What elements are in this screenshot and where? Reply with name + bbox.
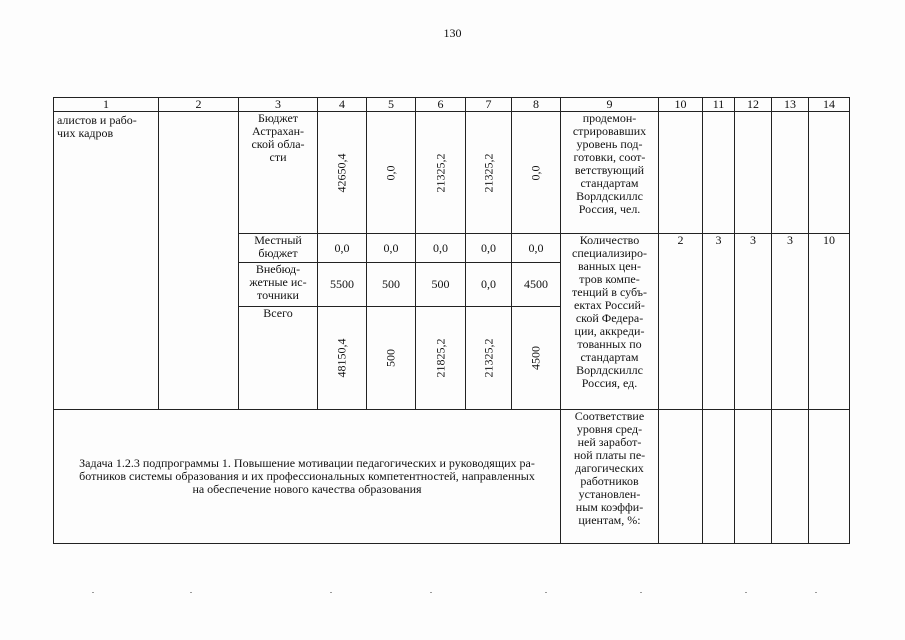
scan-speck — [640, 592, 642, 593]
value-cell: 500 — [367, 263, 416, 307]
column-number: 6 — [416, 98, 466, 112]
vertical-value: 21325,2 — [481, 153, 495, 192]
column-number: 8 — [512, 98, 561, 112]
target-cell: 3 — [703, 234, 735, 410]
value-cell — [367, 112, 416, 234]
vertical-value: 42650,4 — [334, 153, 349, 192]
value-cell: 0,0 — [466, 234, 512, 263]
target-cell — [809, 410, 850, 544]
target-cell: 2 — [659, 234, 703, 410]
target-cell — [735, 410, 772, 544]
value-cell: 0,0 — [367, 234, 416, 263]
target-cell — [659, 112, 703, 234]
value-cell — [466, 112, 512, 234]
value-cell: 0,0 — [512, 234, 561, 263]
vertical-value: 500 — [383, 349, 398, 367]
column-number: 2 — [159, 98, 239, 112]
vertical-value: 0,0 — [528, 165, 543, 180]
scan-speck — [430, 592, 432, 593]
column-number: 7 — [466, 98, 512, 112]
column-number-row — [54, 98, 850, 112]
column-number: 1 — [54, 98, 159, 112]
value-cell — [512, 112, 561, 234]
scan-speck — [92, 592, 94, 593]
value-cell: 0,0 — [416, 234, 466, 263]
page-number: 130 — [443, 26, 462, 40]
value-cell — [416, 307, 466, 410]
value-cell — [416, 112, 466, 234]
vertical-value: 21325,2 — [481, 338, 495, 378]
target-cell — [772, 410, 809, 544]
indicator-cell: Соответствие уровня сред- ней заработ- ной платы пе- дагогических работников установлен- ным коэффи- циентам, %: — [561, 410, 659, 544]
target-cell — [703, 410, 735, 544]
funding-source-cell: Всего — [239, 307, 318, 410]
target-cell — [659, 410, 703, 544]
vertical-value: 4500 — [528, 346, 543, 370]
column-number: 12 — [735, 98, 772, 112]
vertical-value: 0,0 — [383, 165, 398, 180]
measure-name-cell: алистов и рабо- чих кадров — [54, 112, 159, 410]
column-number: 14 — [809, 98, 850, 112]
column-number: 4 — [318, 98, 367, 112]
column-number: 11 — [703, 98, 735, 112]
value-cell: 0,0 — [466, 263, 512, 307]
program-table — [53, 97, 850, 544]
column-number: 5 — [367, 98, 416, 112]
task-description: Задача 1.2.3 подпрограммы 1. Повышение мотивации педагогических и руководящих ра- ботников системы образования и их профессиональных компетентностей, направленных на обеспечение нового качества образования — [54, 410, 561, 544]
column-number: 3 — [239, 98, 318, 112]
target-cell — [703, 112, 735, 234]
scan-speck — [815, 592, 817, 593]
funding-source-cell: Внебюд- жетные ис- точники — [239, 263, 318, 307]
value-cell — [318, 307, 367, 410]
table-row — [54, 112, 850, 234]
column-number: 13 — [772, 98, 809, 112]
vertical-value: 21325,2 — [433, 153, 447, 192]
funding-source-cell: Бюджет Астрахан- ской обла- сти — [239, 112, 318, 234]
task-row — [54, 410, 850, 544]
scan-speck — [190, 592, 192, 593]
indicator-cell: Количество специализиро- ванных цен- тров компе- тенций в субъ- ектах Россий- ской Федера- ции, аккреди- тованных по стандартам Ворлдскиллс Россия, ед. — [561, 234, 659, 410]
scan-speck — [330, 592, 332, 593]
target-cell — [772, 112, 809, 234]
column-number: 9 — [561, 98, 659, 112]
value-cell: 500 — [416, 263, 466, 307]
value-cell — [367, 307, 416, 410]
column-number: 10 — [659, 98, 703, 112]
target-cell: 10 — [809, 234, 850, 410]
target-cell: 3 — [735, 234, 772, 410]
vertical-value: 21825,2 — [433, 338, 447, 378]
target-cell — [735, 112, 772, 234]
target-cell — [809, 112, 850, 234]
target-cell: 3 — [772, 234, 809, 410]
vertical-value: 48150,4 — [334, 338, 349, 378]
value-cell — [512, 307, 561, 410]
funding-source-cell: Местный бюджет — [239, 234, 318, 263]
scan-speck — [745, 592, 747, 593]
value-cell — [318, 112, 367, 234]
scan-speck — [545, 592, 547, 593]
value-cell: 0,0 — [318, 234, 367, 263]
executor-cell — [159, 112, 239, 410]
value-cell: 5500 — [318, 263, 367, 307]
value-cell — [466, 307, 512, 410]
indicator-cell: продемон- стрировавших уровень под- готовки, соот- ветствующий стандартам Ворлдскиллс Россия, чел. — [561, 112, 659, 234]
value-cell: 4500 — [512, 263, 561, 307]
